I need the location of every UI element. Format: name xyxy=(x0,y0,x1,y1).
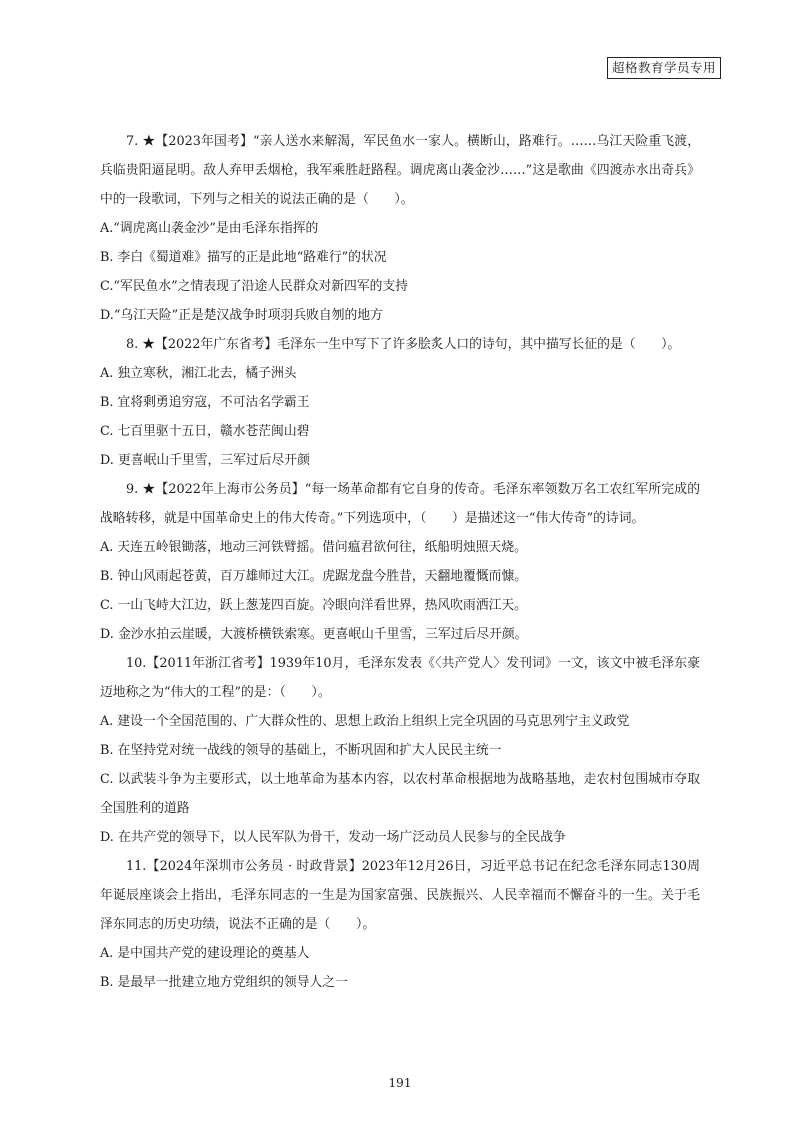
option-c: C. 七百里驱十五日，赣水苍茫闽山碧 xyxy=(100,424,310,439)
question-stem: 10.【2011年浙江省考】1939年10月，毛泽东发表《〈共产党人〉发刊词》一文，该文中被毛泽东豪迈地称之为“伟大的工程”的是：（ ）。 xyxy=(100,656,700,700)
option-b: B. 李白《蜀道难》描写的正是此地“路难行”的状况 xyxy=(100,250,387,265)
question-list xyxy=(100,127,700,997)
option-c: C. 一山飞峙大江边，跃上葱茏四百旋。冷眼向洋看世界，热风吹雨洒江天。 xyxy=(100,598,527,613)
option-a: A. 是中国共产党的建设理论的奠基人 xyxy=(100,946,310,961)
option-d: D. 更喜岷山千里雪，三军过后尽开颜 xyxy=(100,453,310,468)
option-d: D. 在共产党的领导下，以人民军队为骨干，发动一场广泛动员人民参与的全民战争 xyxy=(100,830,566,845)
header-stamp: 超格教育学员专用 xyxy=(607,57,721,79)
option-c: C.“军民鱼水”之情表现了沿途人民群众对新四军的支持 xyxy=(100,279,409,294)
option-b: B. 钟山风雨起苍黄，百万雄师过大江。虎踞龙盘今胜昔，天翻地覆慨而慷。 xyxy=(100,569,528,584)
option-a: A.“调虎离山袭金沙”是由毛泽东指挥的 xyxy=(100,221,319,236)
option-d: D. 金沙水拍云崖暖，大渡桥横铁索寒。更喜岷山千里雪，三军过后尽开颜。 xyxy=(100,627,528,642)
option-b: B. 是最早一批建立地方党组织的领导人之一 xyxy=(100,975,348,990)
option-b: B. 宜将剩勇追穷寇，不可沽名学霸王 xyxy=(100,395,310,410)
page-number: 191 xyxy=(388,1076,412,1090)
option-b: B. 在坚持党对统一战线的领导的基础上，不断巩固和扩大人民民主统一 xyxy=(100,743,502,758)
option-d: D.“乌江天险”正是楚汉战争时项羽兵败自刎的地方 xyxy=(100,308,383,323)
option-a: A. 建设一个全国范围的、广大群众性的、思想上政治上组织上完全巩固的马克思列宁主义政党 xyxy=(100,714,630,729)
question-stem: 11.【2024年深圳市公务员 · 时政背景】2023年12月26日，习近平总书记在纪念毛泽东同志130周年诞辰座谈会上指出，毛泽东同志的一生是为国家富强、民族振兴、人民幸福而不懈奋斗的一生。关于毛泽东同志的历史功绩，说法不正确的是（ ）。 xyxy=(100,859,700,932)
question-stem: 9. ★【2022年上海市公务员】“每一场革命都有它自身的传奇。毛泽东率领数万名工农红军所完成的战略转移，就是中国革命史上的伟大传奇。”下列选项中，（ ）是描述这一“伟大传奇”的诗词。 xyxy=(100,482,700,526)
option-a: A. 天连五岭银锄落，地动三河铁臂摇。借问瘟君欲何往，纸船明烛照天烧。 xyxy=(100,540,527,555)
question-stem: 8. ★【2022年广东省考】毛泽东一生中写下了许多脍炙人口的诗句，其中描写长征的是（ ）。 xyxy=(126,337,681,352)
option-a: A. 独立寒秋，湘江北去，橘子洲头 xyxy=(100,366,297,381)
option-c: C. 以武装斗争为主要形式，以土地革命为基本内容，以农村革命根据地为战略基地，走农村包围城市夺取全国胜利的道路 xyxy=(100,772,700,816)
question-stem: 7. ★【2023年国考】“亲人送水来解渴，军民鱼水一家人。横断山，路难行。……乌江天险重飞渡，兵临贵阳逼昆明。敌人弃甲丢烟枪，我军乘胜赶路程。调虎离山袭金沙……”这是歌曲《四渡赤水出奇兵》中的一段歌词，下列与之相关的说法正确的是（ ）。 xyxy=(100,134,700,207)
